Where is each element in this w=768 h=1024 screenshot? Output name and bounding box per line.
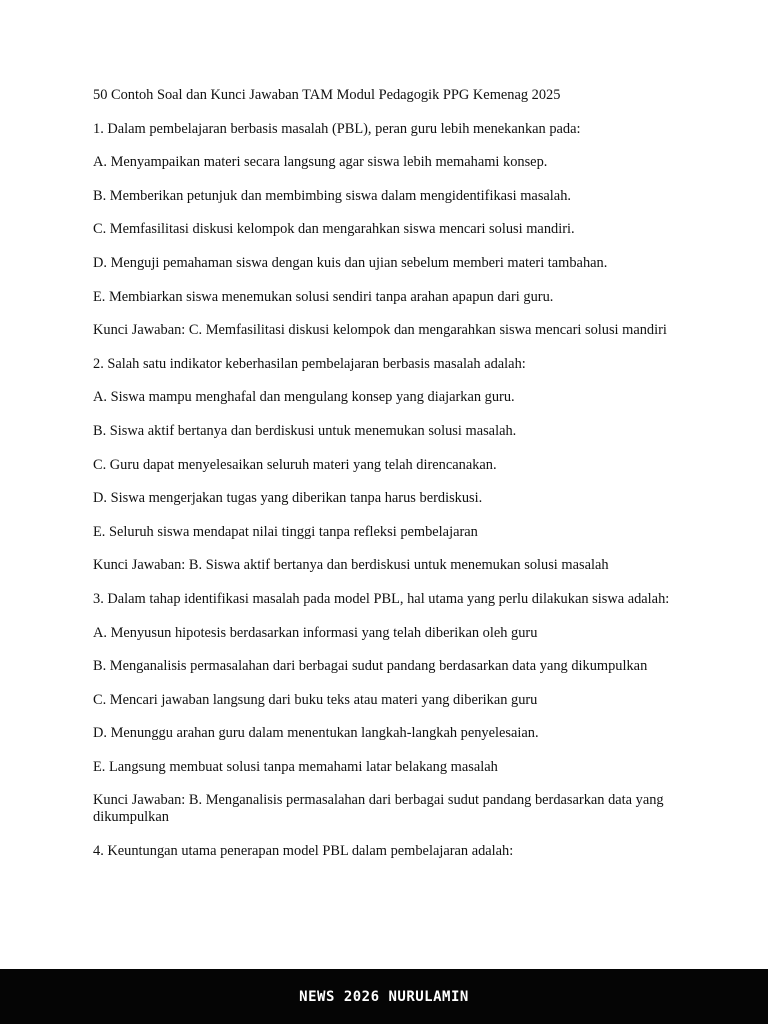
paragraph-list <box>93 121 683 860</box>
document-paragraph: 2. Salah satu indikator keberhasilan pembelajaran berbasis masalah adalah: <box>93 355 526 372</box>
document-paragraph: A. Menyampaikan materi secara langsung agar siswa lebih memahami konsep. <box>93 154 548 171</box>
footer-banner <box>0 969 768 1024</box>
document-paragraph: Kunci Jawaban: C. Memfasilitasi diskusi kelompok dan mengarahkan siswa mencari solusi mandiri <box>93 322 667 339</box>
document-paragraph: C. Mencari jawaban langsung dari buku teks atau materi yang diberikan guru <box>93 691 538 708</box>
document-paragraph: 1. Dalam pembelajaran berbasis masalah (PBL), peran guru lebih menekankan pada: <box>93 120 581 137</box>
footer-text: NEWS 2026 NURULAMIN <box>299 988 469 1005</box>
document-paragraph: B. Siswa aktif bertanya dan berdiskusi untuk menemukan solusi masalah. <box>93 422 517 439</box>
document-paragraph: Kunci Jawaban: B. Menganalisis permasalahan dari berbagai sudut pandang berdasarkan data yang dikumpulkan <box>93 792 664 826</box>
document-paragraph: C. Memfasilitasi diskusi kelompok dan mengarahkan siswa mencari solusi mandiri. <box>93 221 575 238</box>
document-paragraph: D. Menunggu arahan guru dalam menentukan langkah-langkah penyelesaian. <box>93 725 539 742</box>
document-paragraph: A. Siswa mampu menghafal dan mengulang konsep yang diajarkan guru. <box>93 389 515 406</box>
document-body <box>93 87 683 877</box>
document-paragraph: B. Memberikan petunjuk dan membimbing siswa dalam mengidentifikasi masalah. <box>93 187 571 204</box>
document-title: 50 Contoh Soal dan Kunci Jawaban TAM Modul Pedagogik PPG Kemenag 2025 <box>93 87 561 103</box>
document-paragraph: E. Langsung membuat solusi tanpa memahami latar belakang masalah <box>93 758 498 775</box>
document-paragraph: A. Menyusun hipotesis berdasarkan informasi yang telah diberikan oleh guru <box>93 624 538 641</box>
document-paragraph: Kunci Jawaban: B. Siswa aktif bertanya dan berdiskusi untuk menemukan solusi masalah <box>93 557 609 574</box>
document-paragraph: E. Seluruh siswa mendapat nilai tinggi tanpa refleksi pembelajaran <box>93 523 478 540</box>
document-paragraph: D. Menguji pemahaman siswa dengan kuis dan ujian sebelum memberi materi tambahan. <box>93 254 608 271</box>
document-paragraph: 4. Keuntungan utama penerapan model PBL dalam pembelajaran adalah: <box>93 843 514 860</box>
document-paragraph: E. Membiarkan siswa menemukan solusi sendiri tanpa arahan apapun dari guru. <box>93 288 554 305</box>
document-paragraph: C. Guru dapat menyelesaikan seluruh materi yang telah direncanakan. <box>93 456 497 473</box>
document-paragraph: B. Menganalisis permasalahan dari berbagai sudut pandang berdasarkan data yang dikumpulkan <box>93 658 648 675</box>
document-paragraph: D. Siswa mengerjakan tugas yang diberikan tanpa harus berdiskusi. <box>93 490 483 507</box>
document-paragraph: 3. Dalam tahap identifikasi masalah pada model PBL, hal utama yang perlu dilakukan siswa adalah: <box>93 590 670 607</box>
